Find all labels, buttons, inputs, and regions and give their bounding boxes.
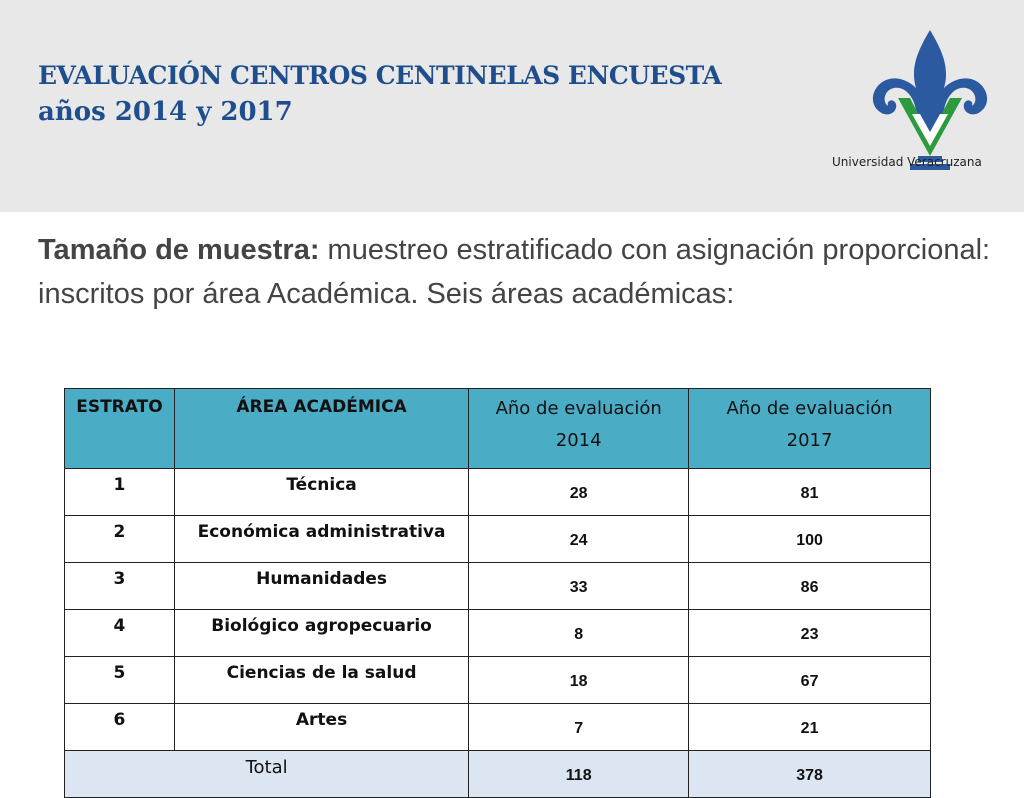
cell-area: Ciencias de la salud xyxy=(174,657,468,704)
header-2014-label: Año de evaluación 2014 xyxy=(495,398,662,451)
cell-2014: 8 xyxy=(469,610,689,657)
header-band xyxy=(0,0,1024,212)
table-total-row xyxy=(65,751,931,798)
cell-2017: 86 xyxy=(689,563,931,610)
cell-area: Artes xyxy=(174,704,468,751)
intro-paragraph xyxy=(38,228,998,316)
table-row xyxy=(65,469,931,516)
table-row xyxy=(65,704,931,751)
header-2017-label: Año de evaluación 2017 xyxy=(726,398,893,451)
cell-2014: 28 xyxy=(469,469,689,516)
cell-2014: 24 xyxy=(469,516,689,563)
cell-2017: 67 xyxy=(689,657,931,704)
cell-2017: 81 xyxy=(689,469,931,516)
cell-2014: 7 xyxy=(469,704,689,751)
cell-2014: 18 xyxy=(469,657,689,704)
header-2017 xyxy=(689,389,931,469)
table-row xyxy=(65,657,931,704)
table-row xyxy=(65,563,931,610)
total-label: Total xyxy=(65,751,469,798)
cell-2014: 33 xyxy=(469,563,689,610)
cell-2017: 21 xyxy=(689,704,931,751)
cell-estrato: 2 xyxy=(65,516,175,563)
page-title xyxy=(38,58,721,130)
cell-estrato: 1 xyxy=(65,469,175,516)
logo-caption: Universidad Veracruzana xyxy=(832,155,982,169)
cell-area: Biológico agropecuario xyxy=(174,610,468,657)
cell-area: Técnica xyxy=(174,469,468,516)
cell-2017: 23 xyxy=(689,610,931,657)
header-area: ÁREA ACADÉMICA xyxy=(174,389,468,469)
cell-2017: 100 xyxy=(689,516,931,563)
table-row xyxy=(65,610,931,657)
cell-estrato: 3 xyxy=(65,563,175,610)
total-2017: 378 xyxy=(689,751,931,798)
table-header-row xyxy=(65,389,931,469)
header-estrato: ESTRATO xyxy=(65,389,175,469)
sample-table xyxy=(64,388,931,798)
cell-area: Económica administrativa xyxy=(174,516,468,563)
cell-estrato: 6 xyxy=(65,704,175,751)
total-2014: 118 xyxy=(469,751,689,798)
table-row xyxy=(65,516,931,563)
intro-bold: Tamaño de muestra: xyxy=(38,234,320,266)
title-line-2: años 2014 y 2017 xyxy=(38,97,293,127)
intro-text: muestreo estratificado con asignación proporcional: inscritos por área Académica. Seis áreas académicas: xyxy=(38,234,991,310)
title-line-1: EVALUACIÓN CENTROS CENTINELAS ENCUESTA xyxy=(38,61,722,90)
cell-estrato: 5 xyxy=(65,657,175,704)
cell-estrato: 4 xyxy=(65,610,175,657)
header-2014 xyxy=(469,389,689,469)
cell-area: Humanidades xyxy=(174,563,468,610)
